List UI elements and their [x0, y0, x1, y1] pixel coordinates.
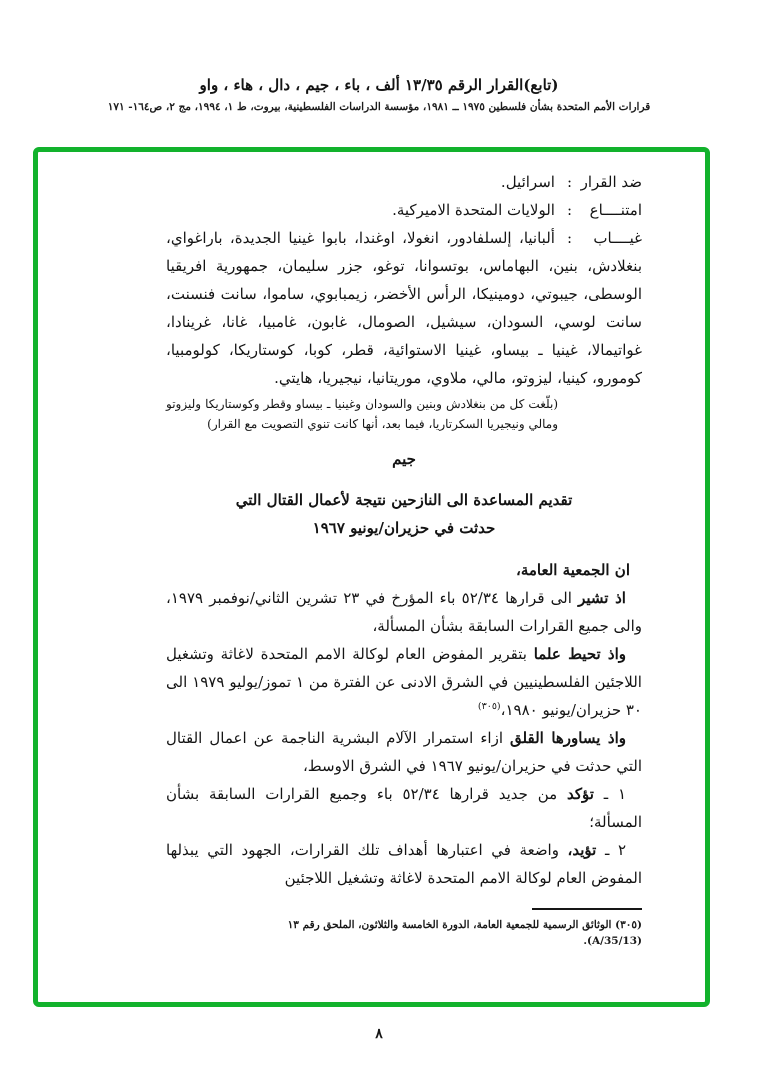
section-title-line2: حدثت في حزيران/يونيو ١٩٦٧: [312, 519, 496, 537]
vote-abstain-label: امتنــــاع: [589, 201, 642, 219]
vote-row-abstain: [166, 196, 642, 224]
green-frame: [33, 147, 710, 1007]
operative-2-text: واضعة في اعتبارها أهداف تلك القرارات، الجهود التي يبذلها المفوض العام لوكالة الامم المتحدة لاغاثة وتشغيل اللاجئين: [166, 841, 642, 887]
footnote-separator: [532, 908, 642, 910]
resolution-title: (تابع)القرار الرقم ١٣/٣٥ ألف ، باء ، جيم ، دال ، هاء ، واو: [199, 76, 559, 94]
footnote-block: [166, 908, 642, 949]
footnote-ref-305: (٣٠٥): [477, 701, 501, 712]
operative-1-lead: تؤكد: [566, 785, 594, 803]
vote-against-colon: :: [566, 173, 572, 191]
preamble-concerned-lead: واذ يساورها القلق: [510, 729, 626, 747]
assembly-intro: ان الجمعية العامة،: [516, 561, 630, 579]
operative-1-number: ١ ـ: [593, 785, 626, 803]
vote-row-absent: [166, 224, 642, 392]
section-letter: جيم: [392, 450, 416, 468]
preamble-concerned-text: ازاء استمرار الآلام البشرية الناجمة عن اعمال القتال التي حدثت في حزيران/يونيو ١٩٦٧ في الشرق الاوسط،: [166, 729, 642, 775]
operative-paragraph-1: [166, 780, 642, 836]
operative-2-lead: تؤيد،: [567, 841, 597, 859]
operative-1-text: من جديد قرارها ٥٢/٣٤ باء وجميع القرارات السابقة بشأن المسألة؛: [166, 785, 642, 831]
vote-against-value: اسرائيل.: [500, 173, 555, 191]
source-citation: قرارات الأمم المتحدة بشأن فلسطين ١٩٧٥ ــ ١٩٨١، مؤسسة الدراسات الفلسطينية، بيروت، ط ١، ١٩٩٤، مج ٢، ص١٦٤- ١٧١: [107, 101, 651, 113]
resolution-body: [166, 168, 642, 949]
vote-abstain-value: الولايات المتحدة الاميركية.: [392, 201, 555, 219]
page-header: [0, 0, 758, 113]
footnote-305: (٣٠٥) الوثائق الرسمية للجمعية العامة، الدورة الخامسة والثلاثون، الملحق رقم ١٣ (A/35/13).: [287, 919, 642, 947]
vote-absent-colon: :: [566, 229, 572, 247]
vote-abstain-colon: :: [566, 201, 572, 219]
vote-row-against: [166, 168, 642, 196]
preamble-taking-note-lead: واذ تحيط علما: [533, 645, 626, 663]
vote-against-label: ضد القرار: [580, 173, 642, 191]
operative-2-number: ٢ ـ: [596, 841, 626, 859]
preamble-taking-note-text: بتقرير المفوض العام لوكالة الامم المتحدة لاغاثة وتشغيل اللاجئين الفلسطينيين في الشرق الادنى عن الفترة من ١ تموز/يوليو ١٩٧٩ الى ٣٠ حزيران/يونيو ١٩٨٠،: [166, 645, 642, 719]
vote-absent-value: ألبانيا، إلسلفادور، انغولا، اوغندا، بابوا غينيا الجديدة، باراغواي، بنغلادش، بنين، البهاماس، بوتسوانا، توغو، جزر سليمان، جمهورية افريقيا الوسطى، جيبوتي، دومينيكا، الرأس الأخضر، زيمبابوي، ساموا، سانت فنسنت، سانت لوسي، السودان، سيشيل، الصومال، غابون، غامبيا، غانا، غرينادا، غواتيمالا، غينيا ـ بيساو، غينيا الاستوائية، قطر، كوبا، كوستاريكا، كولومبيا، كومورو، كينيا، ليزوتو، مالي، ملاوي، موريتانيا، نيجيريا، هايتي.: [166, 229, 642, 387]
secretariat-note: (بلّغت كل من بنغلادش وبنين والسودان وغينيا ـ بيساو وقطر وكوستاريكا وليزوتو ومالي ونيجيريا السكرتاريا، فيما بعد، أنها كانت تنوي التصويت مع القرار): [166, 397, 558, 431]
operative-paragraph-2: [166, 836, 642, 892]
page-number: ٨: [375, 1026, 383, 1042]
preamble-recalling-text: الى قرارها ٥٢/٣٤ باء المؤرخ في ٢٣ تشرين الثاني/نوفمبر ١٩٧٩، والى جميع القرارات السابقة بشأن المسألة،: [166, 589, 642, 635]
section-title: [166, 486, 642, 542]
section-title-line1: تقديم المساعدة الى النازحين نتيجة لأعمال القتال التي: [235, 491, 573, 509]
preamble-taking-note: [166, 640, 642, 724]
vote-absent-label: غيــــاب: [593, 229, 642, 247]
preamble-recalling-lead: اذ تشير: [578, 589, 626, 607]
preamble-recalling: [166, 584, 642, 640]
preamble-concerned: [166, 724, 642, 780]
